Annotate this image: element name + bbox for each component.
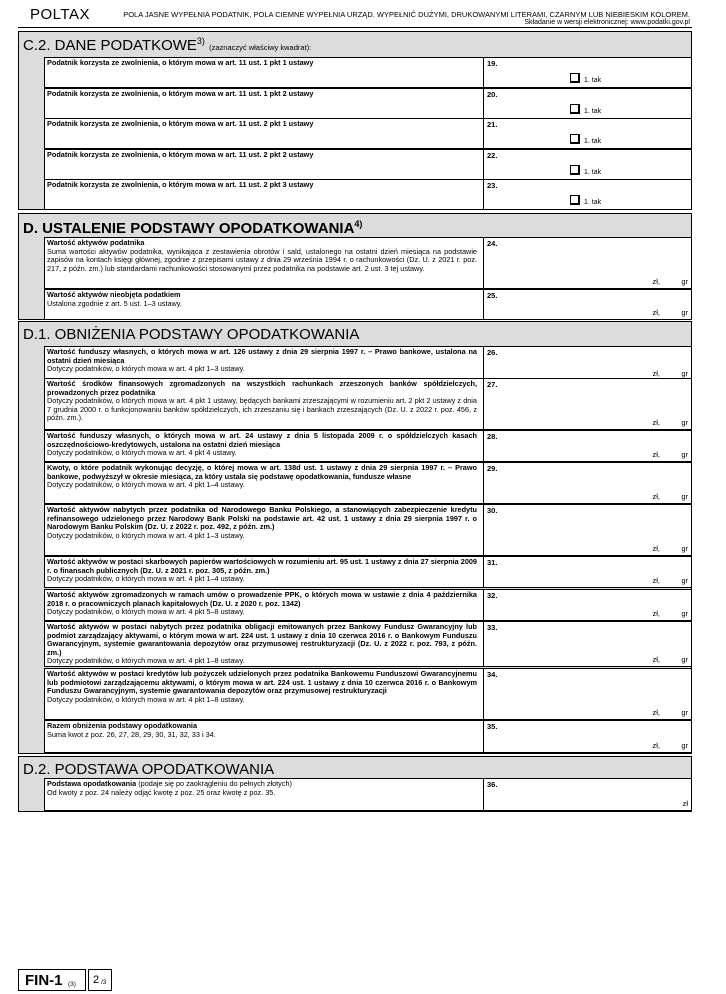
field-description: Dotyczy podatników, o których mowa w art. 4 pkt 1–3 ustawy. (47, 530, 245, 540)
page-number-box (88, 969, 112, 991)
unit-zl: zł, (652, 576, 660, 585)
field-input-cell[interactable] (483, 669, 691, 719)
field-description: Od kwoty z poz. 24 należy odjąć kwotę z poz. 25 oraz kwotę z poz. 35. (47, 787, 276, 797)
section-d1-title: D.1. OBNIŻENIA PODSTAWY OPODATKOWANIA (23, 326, 360, 343)
form-row (44, 149, 692, 180)
form-row (44, 778, 692, 811)
field-input-cell[interactable] (483, 347, 691, 380)
field-number: 26. (487, 348, 498, 357)
unit-zl: zł, (652, 544, 660, 553)
field-label (47, 722, 477, 739)
section-c2-title: C.2. DANE PODATKOWE$^{3)}$ (zaznaczyć właściwy kwadrat): (23, 36, 312, 54)
checkbox-tak[interactable] (570, 195, 580, 205)
unit-zl: zł, (652, 708, 660, 717)
section-d-title: D. USTALENIE PODSTAWY OPODATKOWANIA$^{4)}$ (23, 219, 363, 237)
electronic-submission-note: Składanie w wersji elektronicznej: www.podatki.gov.pl (524, 19, 690, 26)
field-input-cell[interactable] (483, 290, 691, 319)
checkbox-tak[interactable] (570, 134, 580, 144)
field-number: 23. (487, 181, 498, 190)
unit-gr: gr (681, 655, 688, 664)
field-label (47, 623, 477, 666)
field-input-cell[interactable] (483, 58, 691, 87)
field-label (47, 464, 477, 490)
field-input-cell[interactable] (483, 590, 691, 620)
unit-gr: gr (681, 492, 688, 501)
unit-zl: zł, (652, 609, 660, 618)
checkbox-label: 1. tak (584, 77, 602, 84)
field-label (47, 506, 477, 540)
field-number: 31. (487, 558, 498, 567)
unit-gr: zł (682, 799, 688, 808)
unit-gr: gr (681, 576, 688, 585)
field-title-note: (podaje się po zaokrągleniu do pełnych złotych) (136, 779, 292, 788)
field-description: Dotyczy podatników, o których mowa w art. 4 pkt 1–3 ustawy. (47, 364, 245, 374)
checkbox-label: 1. tak (584, 108, 602, 115)
field-description: Suma kwot z poz. 26, 27, 28, 29, 30, 31, 32, 33 i 34. (47, 729, 216, 739)
field-number: 20. (487, 90, 498, 99)
field-title: Wartość aktywów w postaci nabytych przez podatnika obligacji emitowanych przez Bankowy Fundusz Gwarancyjny lub podmiot zarządzający aktywami, o którym mowa w art. 224 ust. 1 ustawy z dnia 10 czerwca 2016 r. o Bankowym Funduszu Gwarancyjnym, systemie gwarantowania depozytów oraz przymusowej restrukturyzacji (Dz. U. z 2022 r. poz. 793, z późn. zm.) (47, 622, 477, 657)
field-input-cell[interactable] (483, 180, 691, 209)
field-label (47, 670, 477, 704)
unit-gr: gr (681, 544, 688, 553)
field-label (47, 591, 477, 617)
field-input-cell[interactable] (483, 505, 691, 555)
form-row (44, 88, 692, 119)
field-number: 35. (487, 722, 498, 731)
form-row (44, 118, 692, 149)
form-code: FIN-1 (25, 972, 63, 989)
field-number: 34. (487, 670, 498, 679)
field-number: 33. (487, 623, 498, 632)
field-input-cell[interactable] (483, 431, 691, 461)
field-description: Dotyczy podatników, o których mowa w art. 4 pkt 4 ustawy. (47, 448, 237, 458)
field-title: Wartość aktywów nabytych przez podatnika od Narodowego Banku Polskiego, a stanowiących zabezpieczenie kredytu refinansowego udzielonego przez Narodowy Bank Polski na podstawie art. 42 ust. 1 ustawy z dnia 29 sierpnia 1997 r. o Narodowym Banku Polskim (Dz. U. z 2022 r. poz. 492, z późn. zm.) (47, 505, 477, 532)
field-number: 28. (487, 432, 498, 441)
field-description: Dotyczy podatników, o których mowa w art. 4 pkt 1–4 ustawy. (47, 574, 245, 584)
field-number: 27. (487, 380, 498, 389)
form-row (44, 179, 692, 210)
field-input-cell[interactable] (483, 557, 691, 587)
form-version: (3) (68, 981, 76, 988)
page-header (0, 0, 726, 30)
field-number: 19. (487, 59, 498, 68)
field-title: Wartość aktywów zgromadzonych w ramach umów o prowadzenie PPK, o których mowa w ustawie z dnia 4 października 2018 r. o pracowniczych planach kapitałowych (Dz. U. z 2020 r. poz. 1342) (47, 590, 477, 608)
unit-gr: gr (681, 741, 688, 750)
form-row (44, 237, 692, 289)
unit-gr: gr (681, 308, 688, 317)
field-title: Wartość środków finansowych zgromadzonych na wszystkich rachunkach zrzeszonych banków spółdzielczych, prowadzonych przez podatnika (47, 379, 477, 397)
form-row (44, 57, 692, 88)
field-description: Dotyczy podatników, o których mowa w art. 4 pkt 5–8 ustawy. (47, 607, 245, 617)
field-input-cell[interactable] (483, 150, 691, 179)
field-number: 29. (487, 464, 498, 473)
page-number: 2 (93, 974, 100, 986)
form-row (44, 621, 692, 667)
unit-zl: zł, (652, 418, 660, 427)
field-input-cell[interactable] (483, 779, 691, 810)
field-title: Wartość aktywów w postaci skarbowych papierów wartościowych w rozumieniu art. 95 ust. 1 ustawy z dnia 27 sierpnia 2009 r. o finansach publicznych (Dz. U. z 2021 r. poz. 305, z późn. zm.) (47, 557, 477, 575)
checkbox-label: 1. tak (584, 199, 602, 206)
field-number: 32. (487, 591, 498, 600)
field-label: Podatnik korzysta ze zwolnienia, o którym mowa w art. 11 ust. 2 pkt 2 ustawy (47, 150, 314, 159)
form-row (44, 378, 692, 430)
field-number: 24. (487, 239, 498, 248)
section-d2-title: D.2. PODSTAWA OPODATKOWANIA (23, 761, 275, 778)
field-label (47, 380, 477, 423)
unit-gr: gr (681, 277, 688, 286)
unit-gr: gr (681, 450, 688, 459)
fill-instruction: POLA JASNE WYPEŁNIA PODATNIK, POLA CIEMNE WYPEŁNIA URZĄD. WYPEŁNIĆ DUŻYMI, DRUKOWANYMI LITERAMI, CZARNYM LUB NIEBIESKIM KOLOREM. (123, 10, 690, 19)
form-row (44, 504, 692, 556)
unit-gr: gr (681, 609, 688, 618)
form-row (44, 462, 692, 504)
field-input-cell[interactable] (483, 379, 691, 429)
form-row (44, 430, 692, 462)
field-label (47, 291, 477, 308)
field-label (47, 558, 477, 584)
unit-zl: zł, (652, 741, 660, 750)
checkbox-tak[interactable] (570, 165, 580, 175)
field-input-cell[interactable] (483, 622, 691, 666)
unit-gr: gr (681, 708, 688, 717)
poltax-logo: POLTAX (30, 6, 90, 23)
field-input-cell[interactable] (483, 463, 691, 503)
unit-gr: gr (681, 369, 688, 378)
field-label: Podatnik korzysta ze zwolnienia, o którym mowa w art. 11 ust. 2 pkt 1 ustawy (47, 119, 314, 128)
checkbox-label: 1. tak (584, 169, 602, 176)
field-number: 25. (487, 291, 498, 300)
field-description: Ustalona zgodnie z art. 5 ust. 1–3 ustawy. (47, 298, 182, 308)
field-description: Dotyczy podatników, o których mowa w art. 4 pkt 1 ustawy, będących bankami zrzeszającymi w rozumieniu art. 2 pkt 2 ustawy z dnia 7 grudnia 2000 r. o funkcjonowaniu banków spółdzielczych, ich zrzeszaniu się i bankach zrzeszających (Dz. U. z 2022 r. poz. 456, z późn. zm.). (47, 396, 477, 423)
field-input-cell[interactable] (483, 238, 691, 288)
field-label: Podatnik korzysta ze zwolnienia, o którym mowa w art. 11 ust. 2 pkt 3 ustawy (47, 180, 314, 189)
field-description: Dotyczy podatników, o których mowa w art. 4 pkt 1–8 ustawy. (47, 656, 245, 666)
field-description: Suma wartości aktywów podatnika, wynikająca z zestawienia obrotów i sald, ustalonego na ostatni dzień miesiąca na podstawie zapisów na kontach księgi głównej, zgodnie z przepisami ustawy z dnia 29 września 1994 r. o rachunkowości (Dz. U. z 2021 r. poz. 217, z późn. zm.) lub standardami rachunkowości stosowanymi przez podatnika na podstawie art. 2 ust. 3 tej ustawy. (47, 246, 477, 273)
unit-zl: zł, (652, 277, 660, 286)
form-row (44, 720, 692, 753)
field-number: 21. (487, 120, 498, 129)
form-row (44, 346, 692, 381)
field-number: 36. (487, 780, 498, 789)
field-title: Kwoty, o które podatnik wykonując decyzję, o której mowa w art. 138d ust. 1 ustawy z dnia 29 sierpnia 1997 r. – Prawo bankowe, podwyższył w okresie miesiąca, za który ustala się podstawę opodatkowania, fundusze własne (47, 463, 477, 481)
field-description: Dotyczy podatników, o których mowa w art. 4 pkt 1–4 ustawy. (47, 480, 245, 490)
field-title: Wartość aktywów nieobjęta podatkiem (47, 290, 181, 299)
field-label: Podatnik korzysta ze zwolnienia, o którym mowa w art. 11 ust. 1 pkt 2 ustawy (47, 89, 314, 98)
field-label (47, 432, 477, 458)
field-title: Podstawa opodatkowania (47, 779, 137, 788)
field-title: Wartość aktywów w postaci kredytów lub pożyczek udzielonych przez podatnika Bankowemu Funduszowi Gwarancyjnemu lub podmiotowi zarządzającemu aktywami, o którym mowa w art. 224 ust. 1 ustawy z dnia 10 czerwca 2016 r. o Bankowym Funduszu Gwarancyjnym, systemie gwarantowania depozytów oraz przymusowej restrukturyzacji (47, 669, 477, 696)
field-label (47, 780, 477, 797)
unit-zl: zł, (652, 308, 660, 317)
unit-zl: zł, (652, 450, 660, 459)
unit-zl: zł, (652, 655, 660, 664)
unit-zl: zł, (652, 369, 660, 378)
checkbox-tak[interactable] (570, 73, 580, 83)
form-row (44, 289, 692, 320)
form-row (44, 589, 692, 621)
field-description: Dotyczy podatników, o których mowa w art. 4 pkt 1–8 ustawy. (47, 694, 245, 704)
field-label (47, 348, 477, 374)
checkbox-tak[interactable] (570, 104, 580, 114)
field-number: 22. (487, 151, 498, 160)
field-input-cell[interactable] (483, 119, 691, 148)
page-total: /3 (101, 979, 107, 986)
field-input-cell[interactable] (483, 89, 691, 118)
header-rule (18, 27, 692, 28)
field-title: Wartość aktywów podatnika (47, 238, 145, 247)
field-input-cell[interactable] (483, 721, 691, 752)
unit-zl: zł, (652, 492, 660, 501)
checkbox-label: 1. tak (584, 138, 602, 145)
field-title: Wartość funduszy własnych, o których mowa w art. 24 ustawy z dnia 5 listopada 2009 r. o spółdzielczych kasach oszczędnościowo-kredytowych, ustalona na ostatni dzień miesiąca (47, 431, 477, 449)
unit-gr: gr (681, 418, 688, 427)
field-title: Razem obniżenia podstawy opodatkowania (47, 721, 198, 730)
field-label (47, 239, 477, 273)
field-title: Wartość funduszy własnych, o których mowa w art. 126 ustawy z dnia 29 sierpnia 1997 r. – Prawo bankowe, ustalona na ostatni dzień miesiąca (47, 347, 477, 365)
field-label: Podatnik korzysta ze zwolnienia, o którym mowa w art. 11 ust. 1 pkt 1 ustawy (47, 58, 314, 67)
form-code-box (18, 969, 86, 991)
field-number: 30. (487, 506, 498, 515)
form-row (44, 668, 692, 720)
form-row (44, 556, 692, 588)
